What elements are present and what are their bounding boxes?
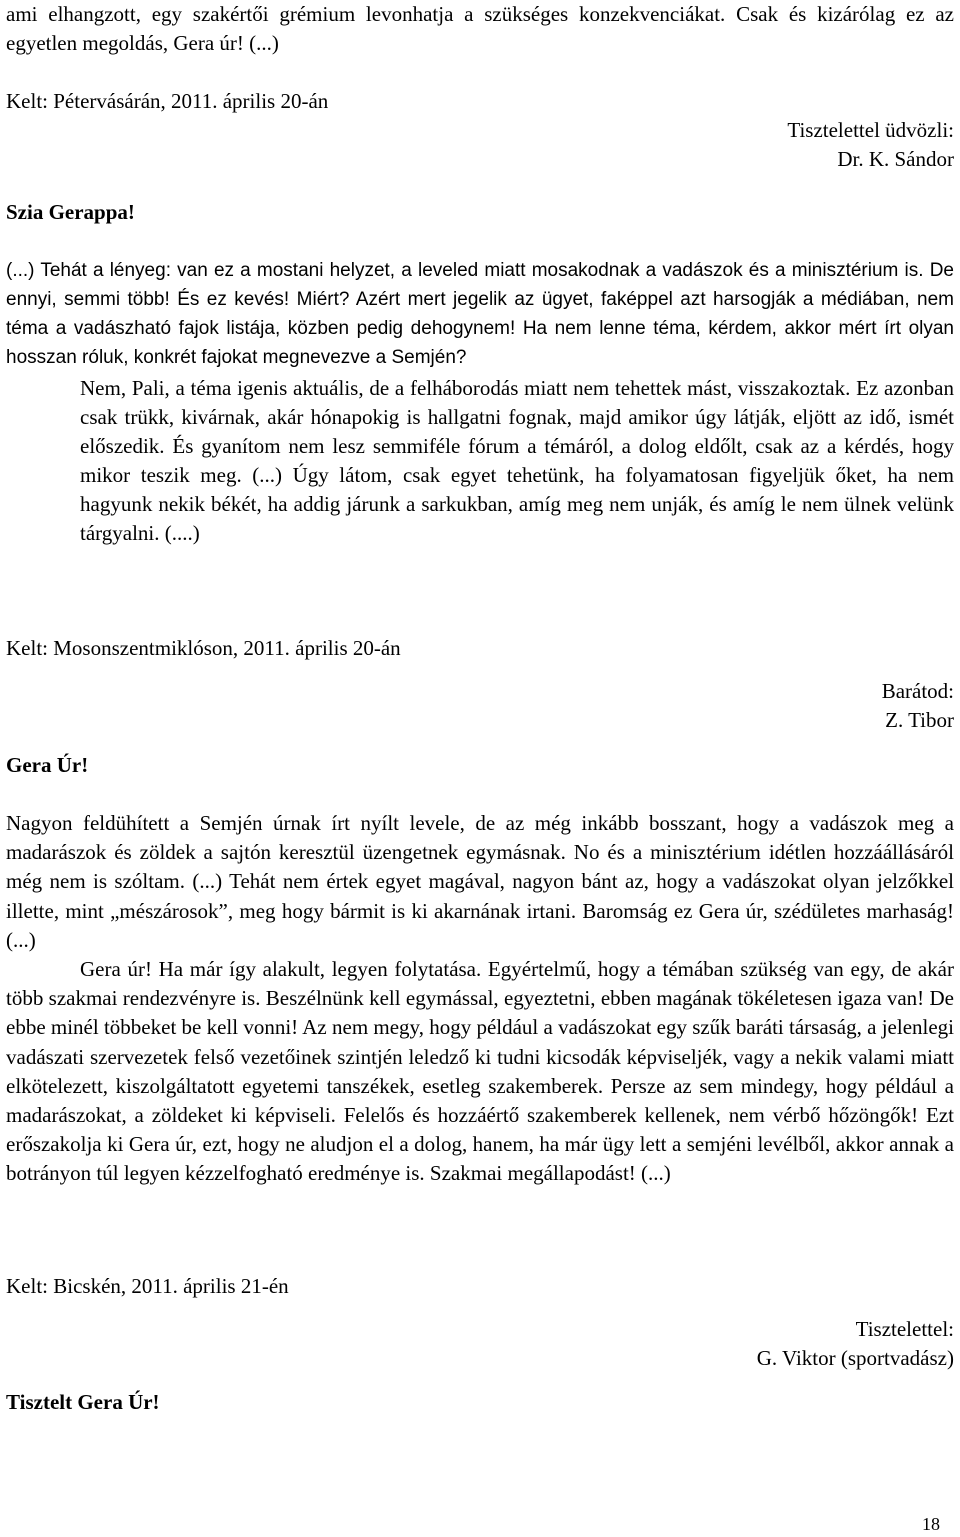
letter-2 — [6, 198, 954, 548]
letter-3-paragraph-1: Nagyon feldühített a Semjén úrnak írt nyílt levele, de az még inkább bosszant, hogy a vadászok meg a madarászok és zöldek a sajtón keresztül üzengetnek egymásnak. No és a minisztérium idétlen hozzáállásáról még nem is szóltam. (...) Tehát nem értek egyet magával, nagyon bánt az, hogy a vadászokat olyan jelzőkkel illette, mint „mészárosok”, meg hogy bármit is ki akarnának irtani. Baromság ez Gera úr, szédületes marhaság! (...) — [6, 811, 954, 952]
letter-1-continuation: ami elhangzott, egy szakértői grémium levonhatja a szükséges konzekvenciákat. Csak és kizárólag ez az egyetlen megoldás, Gera úr! (...) — [6, 2, 954, 55]
letter-2-paragraph-2: Nem, Pali, a téma igenis aktuális, de a felháborodás miatt nem tehettek mást, visszakoztak. Ez azonban csak trükk, kivárnak, akár hónapokig is hallgatni fognak, majd amikor úgy látják, eljött az idő, ismét előszedik. És gyanítom nem lesz semmiféle fórum a témáról, a dolog eldőlt, csak az a kérdés, hogy mikor teszik meg. (...) Úgy látom, csak egyet tehetünk, ha folyamatosan figyeljük őket, ha nem hagyunk nekik békét, ha addig járunk a sarkukban, amíg meg nem unják, és amíg le nem ülnek velünk tárgyalni. (....) — [80, 376, 954, 545]
letter-1-signature: Dr. K. Sándor — [837, 147, 954, 171]
page-number: 18 — [922, 1514, 940, 1534]
letter-3-dateline: Kelt: Bicskén, 2011. április 21-én — [6, 1274, 289, 1298]
letter-1-dateline: Kelt: Pétervásárán, 2011. április 20-án — [6, 89, 329, 113]
letter-3-salutation: Gera Úr! — [6, 753, 89, 777]
letter-4-salutation: Tisztelt Gera Úr! — [6, 1390, 160, 1414]
letter-1-closing: Tisztelettel üdvözli: — [787, 118, 954, 142]
letter-3-signature: G. Viktor (sportvadász) — [756, 1346, 954, 1370]
letter-2-footer — [6, 634, 954, 735]
letter-3-footer — [6, 1272, 954, 1373]
letter-1 — [6, 0, 954, 174]
letter-2-closing: Barátod: — [881, 679, 954, 703]
letter-3 — [6, 751, 954, 1189]
letter-3-paragraph-2: Gera úr! Ha már így alakult, legyen folytatása. Egyértelmű, hogy a témában szükség van egy, de akár több szakmai rendezvényre is. Beszélnünk kell egymással, egyeztetni, ebben magának tökéletesen igaza van! De ebbe minél többeket be kell vonni! Az nem megy, hogy például a vadászokat egy szűk baráti társaság, a jelenlegi vadászati szervezetek felső vezetőinek szintjén leledző ki tudni kicsodák képviseljék, vagy a nekik valami miatt elkötelezett, kiszolgáltatott egyetemi tanszékek, esetleg szakemberek. Persze az sem mindegy, hogy például a madarászokat, a zöldeket ki képviseli. Felelős és hozzáértő szakemberek kellenek, nem vérbő hőzöngők! Ezt erőszakolja ki Gera úr, ezt, hogy ne aludjon el a dolog, hanem, ha már ügy lett a semjéni levélből, akkor annak a botrányon túl legyen kézzelfogható eredménye is. Szakmai megállapodást! (...) — [6, 957, 954, 1186]
letter-3-closing: Tisztelettel: — [855, 1317, 954, 1341]
letter-2-signature: Z. Tibor — [885, 708, 954, 732]
letter-2-salutation: Szia Gerappa! — [6, 200, 135, 224]
letter-4 — [6, 1388, 954, 1417]
letter-2-paragraph-1: (...) Tehát a lényeg: van ez a mostani helyzet, a leveled miatt mosakodnak a vadászok és a minisztérium is. De ennyi, semmi több! És ez kevés! Miért? Azért mert jegelik az ügyet, faképpel azt harsogják a médiában, nem téma a vadászható fajok listája, közben pedig dehogynem! Ha nem lenne téma, kérdem, akkor mért írt olyan hosszan róluk, konkrét fajokat megnevezve a Semjén? — [6, 260, 954, 368]
letter-2-dateline: Kelt: Mosonszentmiklóson, 2011. április 20-án — [6, 636, 401, 660]
